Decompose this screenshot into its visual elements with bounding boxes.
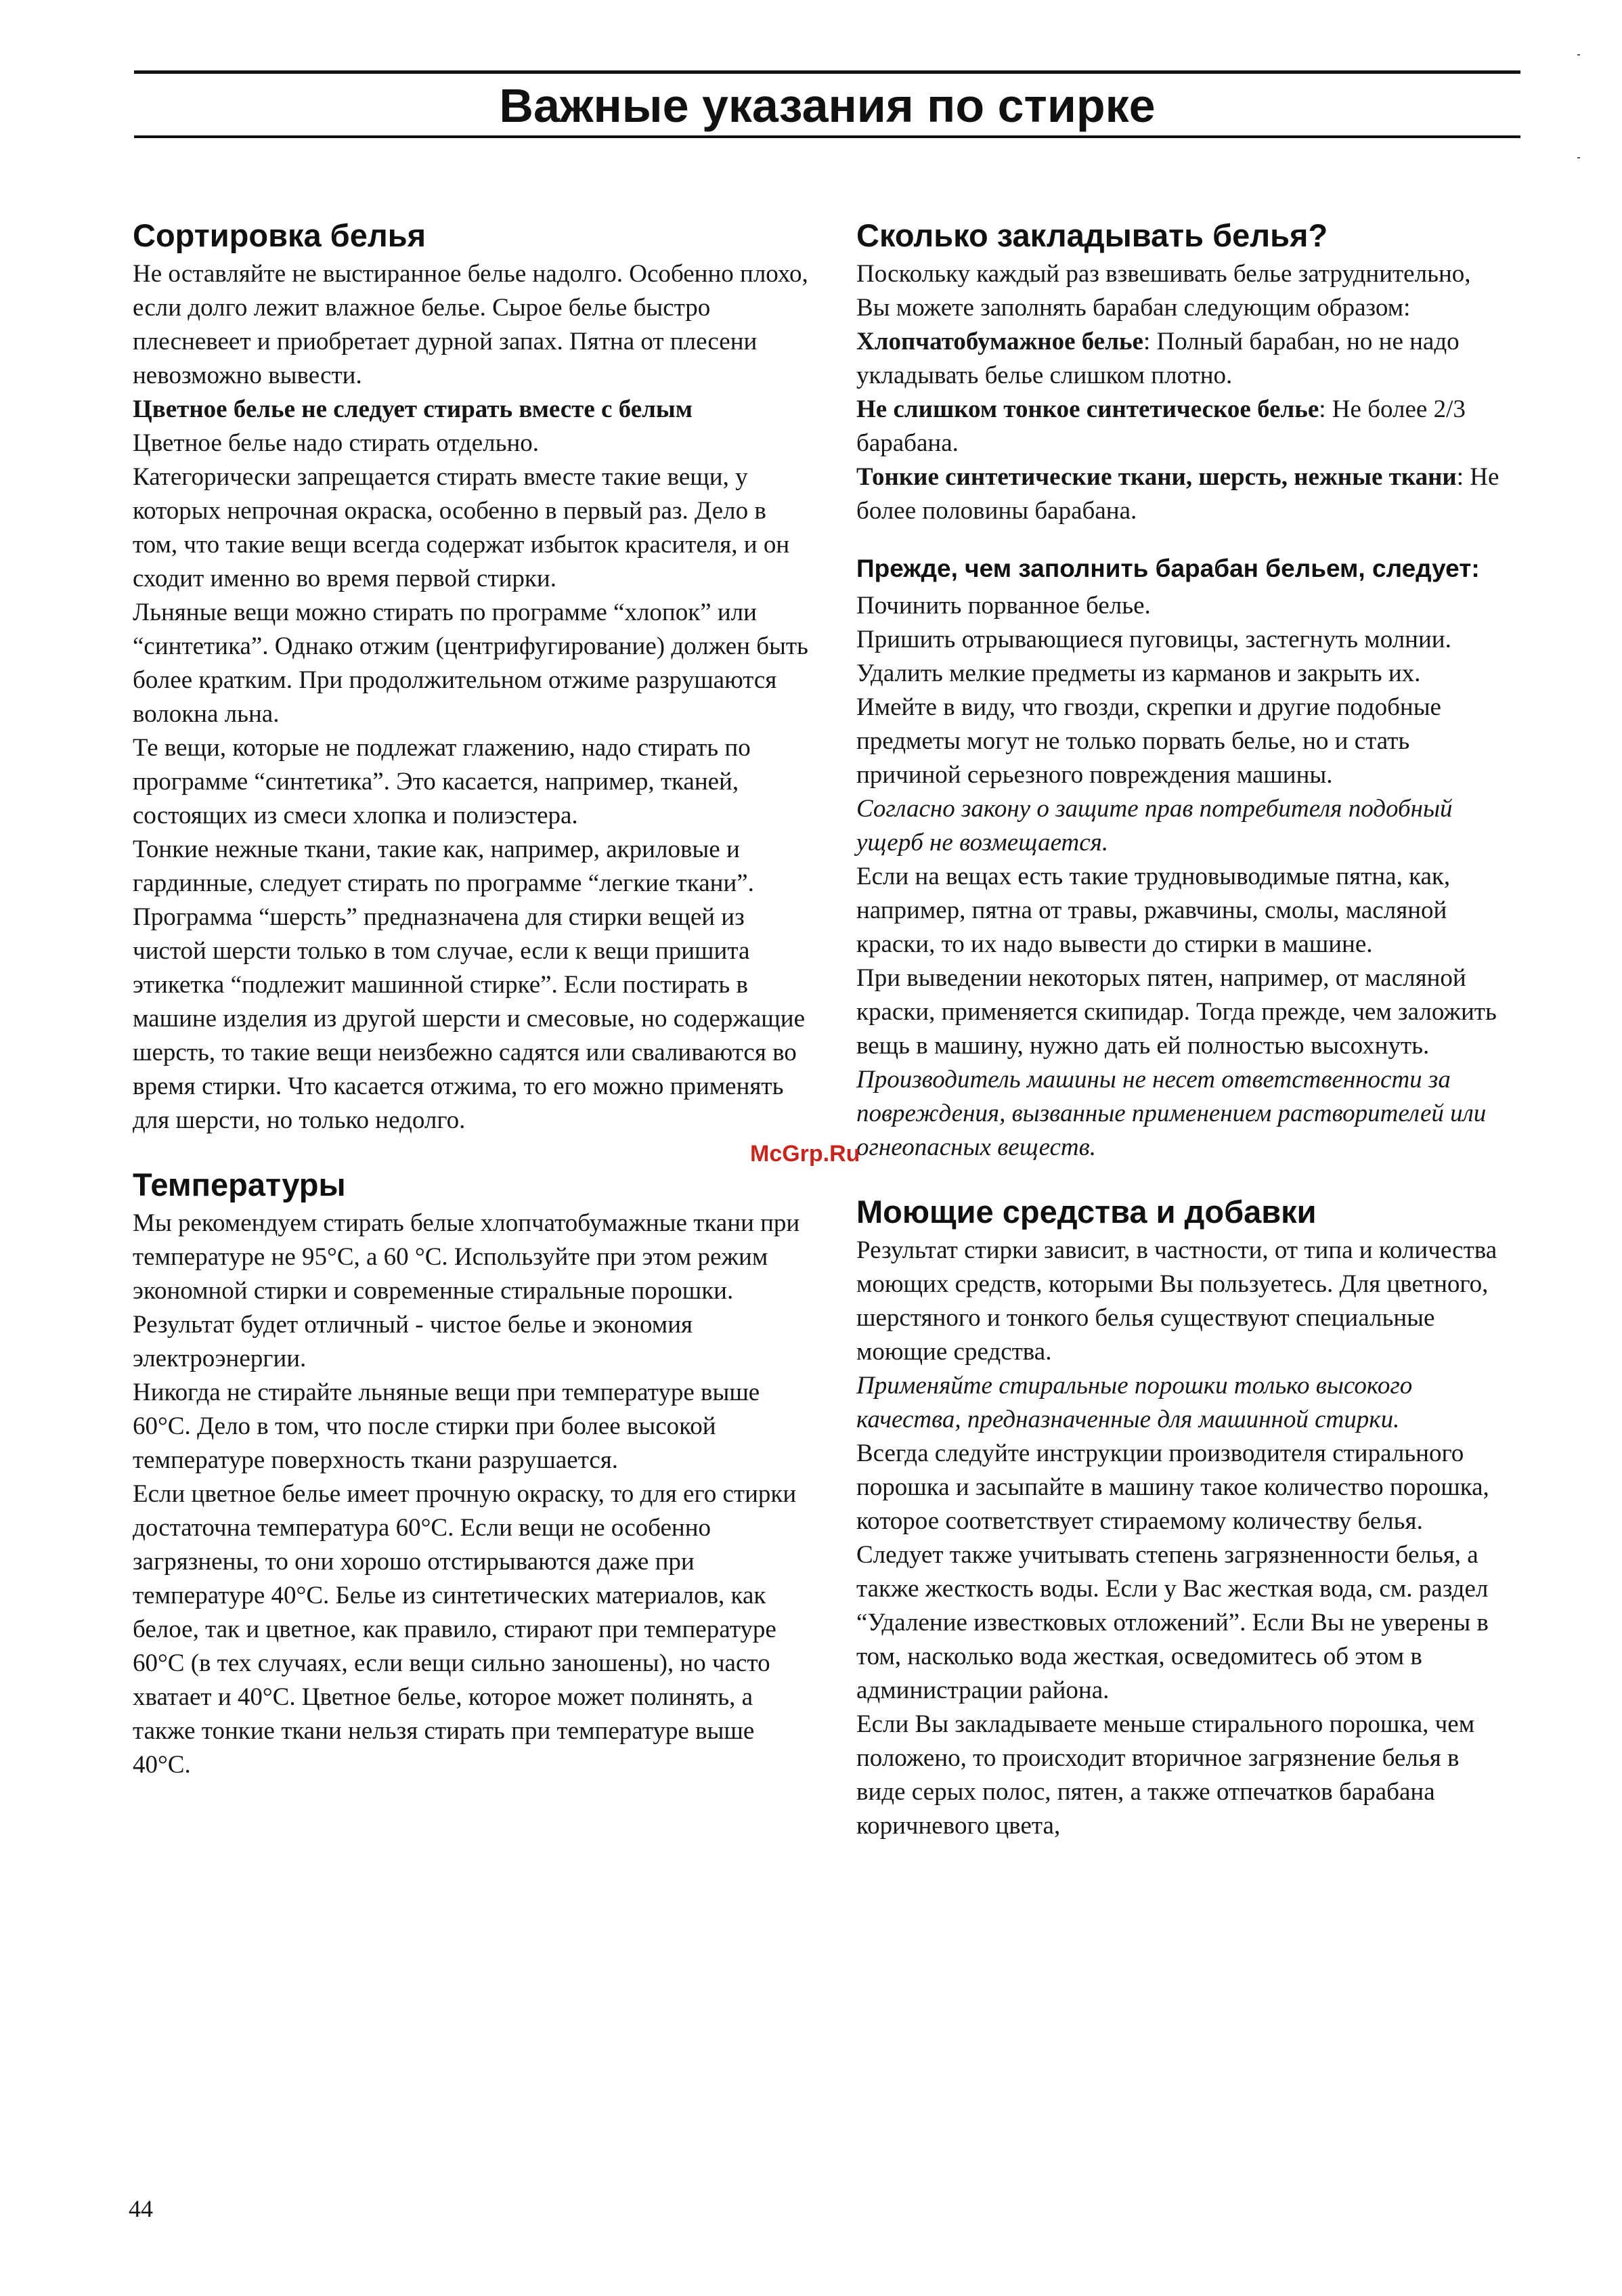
paragraph: Мы рекомендуем стирать белые хлопчатобумажные ткани при температуре не 95°С, а 60 °С. Используйте при этом режим экономной стирки и современные стиральные порошки. Результат будет отличный - чистое белье и экономия электроэнергии.	[133, 1209, 800, 1372]
paragraph: Те вещи, которые не подлежат глажению, надо стирать по программе “синтетика”. Это касается, например, тканей, состоящих из смеси хлопка и полиэстера.	[133, 734, 751, 829]
left-column	[133, 215, 810, 1782]
section-heading-before-filling: Прежде, чем заполнить барабан бельем, следует:	[856, 555, 1480, 582]
right-column	[856, 215, 1506, 1843]
paragraph: При выведении некоторых пятен, например, от масляной краски, применяется скипидар. Тогда прежде, чем заложить вещь в машину, нужно дать ей полностью высохнуть.	[856, 964, 1497, 1060]
paragraph: Всегда следуйте инструкции производителя стирального порошка и засыпайте в машину такое количество порошка, которое соответствует стираемому количеству белья. Следует также учитывать степень загрязненности белья, а также жесткость воды. Если у Вас жесткая вода, см. раздел “Удаление известковых отложений”. Если Вы не уверены в том, насколько вода жесткая, осведомитесь об этом в администрации района.	[856, 1439, 1489, 1704]
paragraph: Цветное белье надо стирать отдельно.	[133, 429, 540, 457]
item-text: : Не более 2/3 барабана.	[856, 395, 1466, 457]
paragraph: Тонкие нежные ткани, такие как, например, акриловые и гардинные, следует стирать по программе “легкие ткани”.	[133, 836, 754, 897]
paragraph: Если на вещах есть такие трудновыводимые пятна, как, например, пятна от травы, ржавчины, смолы, масляной краски, то их надо вывести до стирки в машине.	[856, 863, 1451, 958]
page-title: Важные указания по стирке	[499, 79, 1156, 132]
section-heading-detergents: Моющие средства и добавки	[856, 1194, 1317, 1230]
watermark: McGrp.Ru	[750, 1141, 860, 1167]
paragraph: Категорически запрещается стирать вместе такие вещи, у которых непрочная окраска, особенно в первый раз. Дело в том, что такие вещи всегда содержат избыток красителя, и он сходит именно во время первой стирки.	[133, 463, 790, 592]
item-label: Хлопчатобумажное белье	[856, 328, 1143, 355]
paragraph: Не оставляйте не выстиранное белье надолго. Особенно плохо, если долго лежит влажное белье. Сырое белье быстро плесневеет и приобретает дурной запах. Пятна от плесени невозможно вывести.	[133, 260, 808, 389]
list-item	[856, 460, 1506, 528]
paragraph: Удалить мелкие предметы из карманов и закрыть их. Имейте в виду, что гвозди, скрепки и другие подобные предметы могут не только порвать белье, но и стать причиной серьезного повреждения машины.	[856, 659, 1441, 789]
section-heading-temperatures: Температуры	[133, 1167, 346, 1203]
italic-note: Согласно закону о защите прав потребителя подобный ущерб не возмещается.	[856, 795, 1453, 857]
item-label: Не слишком тонкое синтетическое белье	[856, 395, 1319, 423]
item-label: Тонкие синтетические ткани, шерсть, нежные ткани	[856, 463, 1457, 491]
item-text: : Полный барабан, но не надо укладывать белье слишком плотно.	[856, 328, 1460, 389]
list-item	[856, 393, 1506, 460]
title-bottom-rule	[134, 135, 1520, 138]
section-heading-sorting: Сортировка белья	[133, 217, 426, 253]
paragraph: Если цветное белье имеет прочную окраску, то для его стирки достаточна температура 60°С. Если вещи не особенно загрязнены, то они хорошо отстирываются даже при температуре 40°С. Белье из синтетических материалов, как белое, так и цветное, как правило, стирают при температуре 60°С (в тех случаях, если вещи сильно заношены), но часто хватает и 40°С. Цветное белье, которое может полинять, а также тонкие ткани нельзя стирать при температуре выше 40°С.	[133, 1480, 797, 1779]
paragraph: Льняные вещи можно стирать по программе “хлопок” или “синтетика”. Однако отжим (центрифугирование) должен быть более кратким. При продолжительном отжиме разрушаются волокна льна.	[133, 599, 808, 728]
section-heading-how-much: Сколько закладывать белья?	[856, 217, 1328, 253]
bold-subheading: Цветное белье не следует стирать вместе с белым	[133, 395, 693, 423]
paragraph: Никогда не стирайте льняные вещи при температуре выше 60°С. Дело в том, что после стирки при более высокой температуре поверхность ткани разрушается.	[133, 1379, 760, 1474]
paragraph: Программа “шерсть” предназначена для стирки вещей из чистой шерсти только в том случае, если к вещи пришита этикетка “подлежит машинной стирке”. Если постирать в машине изделия из другой шерсти и смесовые, но содержащие шерсть, то такие вещи неизбежно садятся или сваливаются во время стирки. Что касается отжима, то его можно применять для шерсти, но только недолго.	[133, 903, 806, 1134]
list-item	[856, 325, 1506, 393]
paragraph: Пришить отрывающиеся пуговицы, застегнуть молнии.	[856, 626, 1451, 653]
scan-mark	[1577, 157, 1580, 158]
item-text: : Не более половины барабана.	[856, 463, 1499, 525]
paragraph: Результат стирки зависит, в частности, от типа и количества моющих средств, которыми Вы пользуетесь. Для цветного, шерстяного и тонкого белья существуют специальные моющие средства.	[856, 1236, 1497, 1366]
italic-note: Применяйте стиральные порошки только высокого качества, предназначенные для машинной стирки.	[856, 1372, 1413, 1433]
scan-mark	[1577, 54, 1580, 56]
italic-note: Производитель машины не несет ответственности за повреждения, вызванные применением растворителей или огнеопасных веществ.	[856, 1066, 1487, 1161]
paragraph: Если Вы закладываете меньше стирального порошка, чем положено, то происходит вторичное загрязнение белья в виде серых полос, пятен, а также отпечатков барабана коричневого цвета,	[856, 1710, 1475, 1840]
page-number: 44	[129, 2195, 153, 2222]
paragraph: Поскольку каждый раз взвешивать белье затруднительно, Вы можете заполнять барабан следующим образом:	[856, 260, 1471, 322]
paragraph: Починить порванное белье.	[856, 592, 1151, 620]
